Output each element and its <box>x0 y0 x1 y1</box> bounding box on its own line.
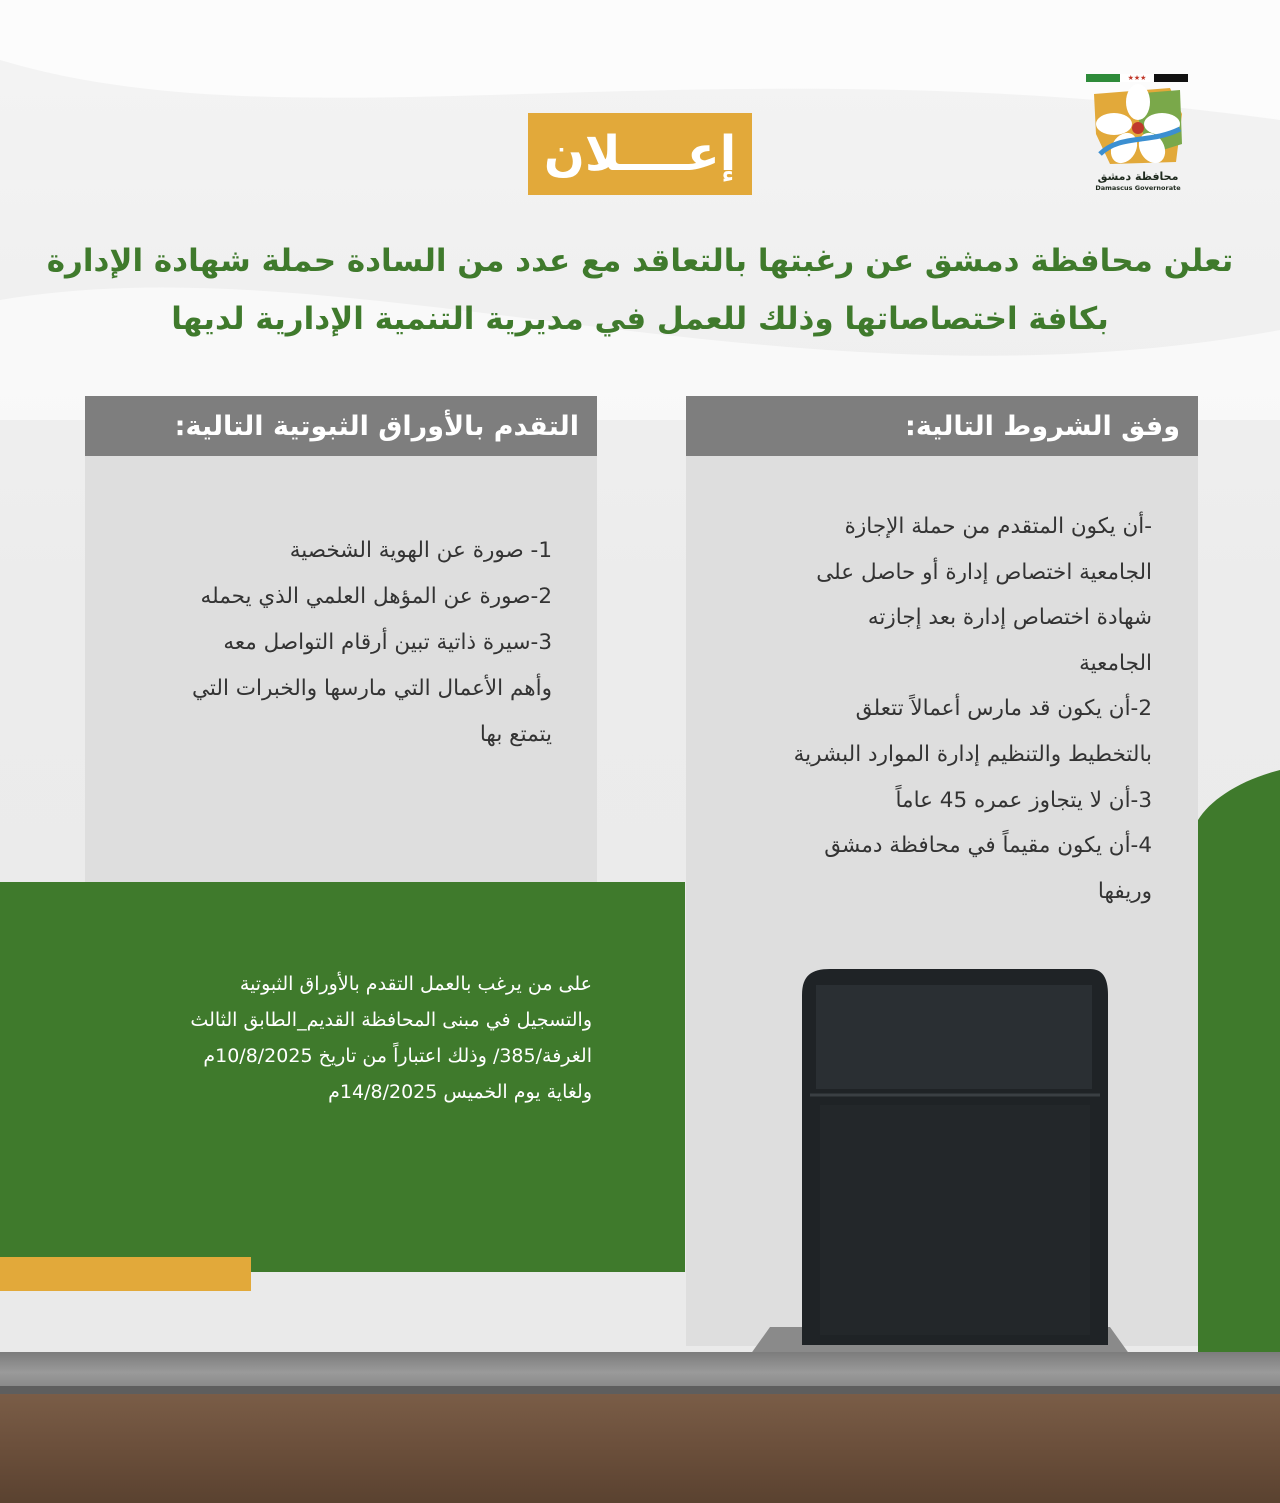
logo-arabic-name: محافظة دمشق <box>1097 170 1179 183</box>
syrian-flag-strip: ★★★ <box>1086 74 1188 82</box>
documents-heading: التقدم بالأوراق الثبوتية التالية: <box>85 396 597 456</box>
condition-line: الجامعية اختصاص إدارة أو حاصل على <box>816 559 1152 585</box>
desk-edge <box>0 1386 1280 1394</box>
announcement-title: إعــــلان <box>528 113 752 195</box>
document-line: يتمتع بها <box>479 722 552 747</box>
condition-line: وريفها <box>1097 878 1152 904</box>
damascus-governorate-logo <box>1086 74 1190 194</box>
condition-line: بالتخطيط والتنظيم إدارة الموارد البشرية <box>793 741 1152 767</box>
document-line: 1- صورة عن الهوية الشخصية <box>289 538 552 563</box>
condition-line: 2-أن يكون قد مارس أعمالاً تتعلق <box>855 696 1152 722</box>
documents-list <box>100 528 552 758</box>
condition-line: 3-أن لا يتجاوز عمره 45 عاماً <box>895 787 1152 813</box>
document-line: وأهم الأعمال التي مارسها والخبرات التي <box>192 676 552 701</box>
conditions-list <box>700 504 1152 914</box>
wooden-floor <box>0 1394 1280 1503</box>
gold-accent-strip <box>0 1257 251 1291</box>
condition-line: شهادة اختصاص إدارة بعد إجازته <box>867 605 1152 631</box>
background-wave <box>0 0 1280 420</box>
green-side-curve <box>1150 760 1280 1380</box>
document-line: 3-سيرة ذاتية تبين أرقام التواصل معه <box>223 630 552 655</box>
note-line: الغرفة/385/ وذلك اعتباراً من تاريخ 10/8/2025م <box>203 1045 592 1067</box>
condition-line: -أن يكون المتقدم من حملة الإجازة <box>844 514 1152 539</box>
intro-text <box>40 232 1240 348</box>
conditions-heading: وفق الشروط التالية: <box>686 396 1198 456</box>
note-line: والتسجيل في مبنى المحافظة القديم_الطابق الثالث <box>190 1009 592 1031</box>
registration-note <box>40 966 592 1110</box>
condition-line: 4-أن يكون مقيماً في محافظة دمشق <box>824 833 1152 859</box>
office-chair-image <box>730 965 1160 1365</box>
document-line: 2-صورة عن المؤهل العلمي الذي يحمله <box>200 584 552 609</box>
note-line: على من يرغب بالعمل التقدم بالأوراق الثبوتية <box>239 973 592 995</box>
intro-line-2: بكافة اختصاصاتها وذلك للعمل في مديرية التنمية الإدارية لديها <box>171 301 1109 337</box>
desk-surface <box>0 1352 1280 1386</box>
note-line: ولغاية يوم الخميس 14/8/2025م <box>328 1081 592 1103</box>
intro-line-1: تعلن محافظة دمشق عن رغبتها بالتعاقد مع عدد من السادة حملة شهادة الإدارة <box>46 243 1234 279</box>
jasmine-flower-icon <box>1090 84 1186 168</box>
logo-english-name: Damascus Governorate <box>1095 184 1181 192</box>
condition-line: الجامعية <box>1079 650 1152 676</box>
